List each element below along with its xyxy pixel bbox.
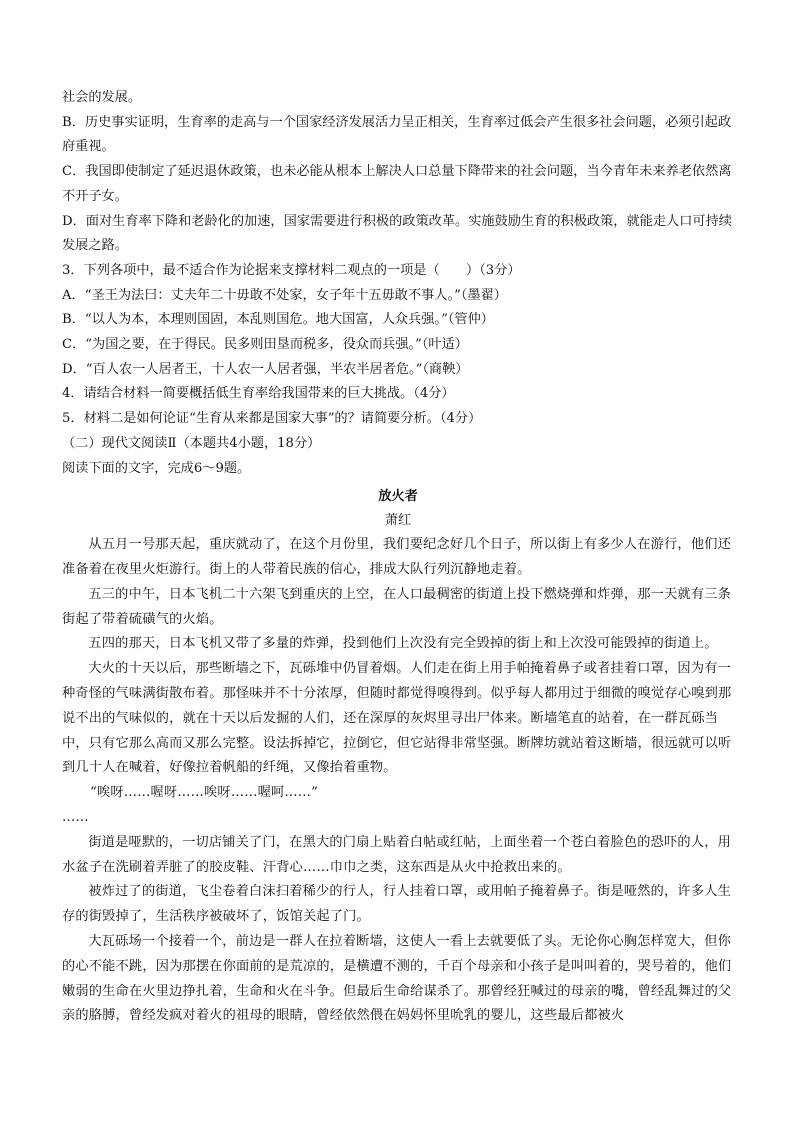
question-3-option-d: D．“百人农一人居者王，十人农一人居者强，半农半居者危。”（商鞅） — [62, 361, 469, 377]
story-title: 放火者 — [378, 489, 418, 505]
question-3-option-a: A．“圣王为法曰：丈夫年二十毋敢不处家，女子年十五毋敢不事人。”（墨翟） — [62, 287, 507, 303]
story-paragraph: 大火的十天以后，那些断墙之下，瓦砾堆中仍冒着烟。人们走在街上用手帕掩着鼻子或者挂着口罩，因为有一种奇怪的气味满街散布着。那怪味并不十分浓厚，但随时都觉得嗅得到。似乎每人都用过于细微的嗅觉存心嗅到那说不出的气味似的，就在十天以后发掘的人们，还在深厚的灰烬里寻出尸体来。断墙笔直的站着，在一群瓦砾当中，只有它那么高而又那么完整。设法拆掉它，拉倒它，但它站得非常坚强。断牌坊就站着这断墙，很远就可以听到几十人在喊着，好像拉着帆船的纤绳，又像抬着重物。 — [62, 661, 732, 776]
story-paragraph: 从五月一号那天起，重庆就动了，在这个月份里，我们要纪念好几个日子，所以街上有多少人在游行，他们还准备着在夜里火炬游行。街上的人带着民族的信心，排成大队行列沉静地走着。 — [62, 537, 731, 578]
story-paragraph: 被炸过了的街道，飞尘卷着白沫扫着稀少的行人，行人挂着口罩，或用帕子掩着鼻子。街是哑然的，许多人生存的街毁掉了，生活秩序被破坏了，饭馆关起了门。 — [62, 884, 731, 925]
passage-line: 社会的发展。 — [62, 90, 142, 105]
question-3-option-c: C．“为国之要，在于得民。民多则田垦而税多，役众而兵强。”（叶适） — [62, 337, 468, 353]
option-c: C．我国即使制定了延迟退休政策，也未必能从根本上解决人口总量下降带来的社会问题，当今青年未来养老依然离不开子女。 — [62, 164, 732, 204]
section-heading: （二）现代文阅读Ⅱ（本题共4小题，18分） — [62, 435, 321, 451]
question-3-option-b: B．“以人为本，本理则国固，本乱则国危。地大国富，人众兵强。”（管仲） — [62, 312, 494, 328]
story-chant: “唉呀……喔呀……唉呀……喔呵……” — [90, 785, 319, 801]
story-paragraph: 五三的中午，日本飞机二十六架飞到重庆的上空，在人口最稠密的街道上投下燃烧弹和炸弹，那一天就有三条街起了带着硫磺气的火焰。 — [62, 586, 731, 627]
question-4: 4．请结合材料一简要概括低生育率给我国带来的巨大挑战。（4分） — [62, 386, 455, 402]
story-paragraph: 大瓦砾场一个接着一个，前边是一群人在拉着断墙，这使人一看上去就要低了头。无论你心胸怎样宽大，但你的心不能不跳，因为那摆在你面前的是荒凉的，是横遭不测的，千百个母亲和小孩子是叫叫着的，哭号着的，他们嫩弱的生命在火里边挣扎着，生命和火在斗争。但最后生命给谋杀了。那曾经狂喊过的母亲的嘴，曾经乱舞过的父亲的胳膊，曾经发疯对着火的祖母的眼睛，曾经依然偎在妈妈怀里吮乳的婴儿，这些最后都被火 — [62, 934, 732, 1024]
question-3: 3．下列各项中，最不适合作为论据来支撑材料二观点的一项是（ ）（3分） — [62, 262, 521, 278]
option-d: D．面对生育率下降和老龄化的加速，国家需要进行积极的政策改革。实施鼓励生育的积极政策，就能走人口可持续发展之路。 — [62, 213, 732, 254]
story-paragraph: 五四的那天，日本飞机又带了多量的炸弹，投到他们上次没有完全毁掉的街上和上次没可能毁掉的街道上。 — [88, 636, 718, 652]
story-paragraph: 街道是哑默的，一切店铺关了门，在黑大的门扇上贴着白帖或红帖，上面坐着一个苍白着脸色的恐吓的人，用水盆子在洗刷着弄脏了的胶皮鞋、汗背心……巾巾之类，这东西是从火中抢救出来的。 — [62, 834, 731, 875]
question-5: 5．材料二是如何论证“生育从来都是国家大事”的？请简要分析。（4分） — [62, 411, 482, 427]
option-b: B．历史事实证明，生育率的走高与一个国家经济发展活力呈正相关，生育率过低会产生很多社会问题，必须引起政府重视。 — [62, 114, 732, 155]
story-author: 萧红 — [384, 513, 412, 529]
reading-instructions: 阅读下面的文字，完成6～9题。 — [62, 460, 251, 476]
story-ellipsis: …… — [62, 810, 89, 826]
